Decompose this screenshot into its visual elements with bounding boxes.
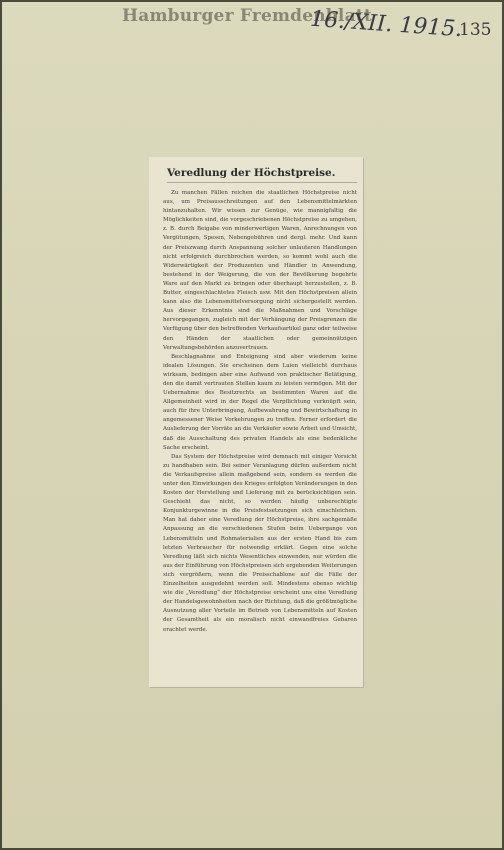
newspaper-clipping <box>149 157 363 687</box>
handwritten-date: 16./XII. 1915. <box>309 6 464 43</box>
newspaper-stamp: Hamburger Fremdenblatt <box>122 6 372 26</box>
article-title: Veredlung der Höchstpreise. <box>167 167 357 183</box>
article-body <box>163 189 357 635</box>
article-paragraph: Das System der Höchstpreise wird demnach mit einiger Vorsicht zu handhaben sein. Bei seiner Veranlagung dürfen außerdem nicht die Verkaufspreise allein maßgebend sein, sondern es werden die unter den Einwirkungen des Krieges erfolgten Veränderungen in den Kosten der Herstellung und Lieferung mit zu berücksichtigen sein. Geschieht das nicht, so werden häufig unberechtigte Konjunkturgewinne in die Preisfestsetzungen sich einschleichen. Man hat daher eine Veredlung der Höchstpreise, ihre sachgemäße Anpassung an die verschiedenen Stufen beim Uebergange von Lebensmitteln und Rohmaterialien aus der ersten Hand bis zum letzten Verbraucher für notwendig erklärt. Gegen eine solche Veredlung läßt sich nichts Wesentliches einwenden, nur würden die aus der Einführung von Höchstpreisen sich ergebenden Weiterungen sich vergrößern, wenn die Preisschablone auf die Fälle der Einzelheiten ausgedehnt werden soll. Mindestens ebenso wichtig wie die „Veredlung“ der Höchstpreise erscheint uns eine Veredlung der Handelsgewohnheiten nach der Richtung, daß die größtmögliche Ausnutzung aller Vorteile im Betrieb von Lebensmitteln auf Kosten der Gesamtheit als ein moralisch nicht einwandfreies Gebaren erachtet werde. <box>163 453 357 633</box>
page-number: 135 <box>459 20 492 40</box>
article-paragraph: Zu manchen Fällen reichen die staatlichen Höchstpreise nicht aus, um Preisausschreitungen auf den Lebensmittelmärkten hintanzuhalten. Wir wissen zur Genüge, wie mannigfaltig die Möglichkeiten sind, die vorgeschriebenen Höchstpreise zu umgehen, z. B. durch Beigabe von minderwertigen Waren, Anrechnungen von Vergütungen, Spesen, Nebengebühren und dergl. mehr. Und kann der Preiszwang durch Anspannung solcher unlauteren Handlungen nicht erfolgreich durchbrochen werden, so kommt wohl auch die Widerwärtigkeit der Produzenten und Händler in Anwendung, bestehend in der Weigerung, die von der Bevölkerung begehrte Ware auf den Markt zu bringen oder überhaupt herzustellen, z. B. Butter, eingeschlachtetes Fleisch usw. Mit den Höchstpreisen allein kann also die Lebensmittelversorgung nicht sichergestellt werden. Aus dieser Erkenntnis sind die Maßnahmen und Vorschläge hervorgegangen, zugleich mit der Verhängung der Preisgrenzen die Verfügung über den betreffenden Verkaufsartikel ganz oder teilweise den Händen der staatlichen oder gemeinnützigen Verwaltungsbehörden anzuvertrauen. <box>163 190 357 351</box>
article-paragraph: Beschlagnahme und Enteignung sind aber wiederum keine idealen Lösungen. Sie erscheinen dem Laien vielleicht durchaus wirksam, bedingen aber eine Aufwand von praktischer Betätigung, den die damit vertrauten Stellen kaum zu leisten vermögen. Mit der Uebernahme des Besitzrechts an bestimmten Waren auf die Allgemeinheit wird in der Regel die Verpflichtung verknüpft sein, auch für ihre Unterbringung, Aufbewahrung und Bewirtschaftung in angemessener Weise Vorkehrungen zu treffen. Ferner erfordert die Auslieferung der Vorräte an die Verkäufer sowie Arbeit und Umsicht, daß die Ausschaltung des privaten Handels als eine bedenkliche Sache erscheint. <box>163 353 357 451</box>
